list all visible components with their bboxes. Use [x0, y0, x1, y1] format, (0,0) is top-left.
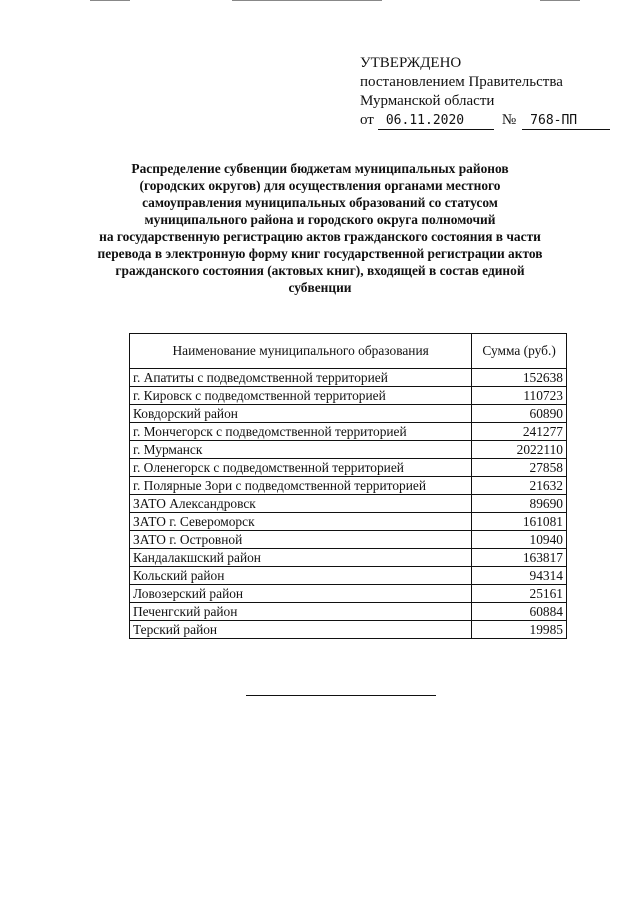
municipality-name: Терский район	[130, 621, 472, 639]
subvention-amount: 10940	[472, 531, 567, 549]
subvention-amount: 2022110	[472, 441, 567, 459]
table-row	[130, 585, 567, 603]
municipality-name: г. Мурманск	[130, 441, 472, 459]
subvention-amount: 110723	[472, 387, 567, 405]
approval-line-2: Мурманской области	[360, 93, 495, 109]
municipality-name: ЗАТО Александровск	[130, 495, 472, 513]
subvention-amount: 161081	[472, 513, 567, 531]
subvention-amount: 27858	[472, 459, 567, 477]
subvention-amount: 60890	[472, 405, 567, 423]
top-scan-rule	[90, 0, 130, 1]
subvention-amount: 60884	[472, 603, 567, 621]
column-header-amount: Сумма (руб.)	[472, 334, 567, 369]
table-row	[130, 549, 567, 567]
municipality-name: Кандалакшский район	[130, 549, 472, 567]
table-row	[130, 567, 567, 585]
title-line: муниципального района и городского округа полномочий	[144, 212, 496, 227]
municipality-name: г. Кировск с подведомственной территорией	[130, 387, 472, 405]
municipality-name: ЗАТО г. Североморск	[130, 513, 472, 531]
number-prefix: №	[501, 112, 517, 128]
municipality-name: ЗАТО г. Островной	[130, 531, 472, 549]
table-row	[130, 513, 567, 531]
table-row	[130, 405, 567, 423]
table-row	[130, 603, 567, 621]
subvention-amount: 19985	[472, 621, 567, 639]
municipality-name: Ковдорский район	[130, 405, 472, 423]
municipality-name: г. Оленегорск с подведомственной территорией	[130, 459, 472, 477]
title-line: (городских округов) для осуществления органами местного	[139, 178, 501, 193]
subvention-amount: 89690	[472, 495, 567, 513]
table-row	[130, 459, 567, 477]
table-row	[130, 369, 567, 387]
municipality-name: г. Апатиты с подведомственной территорией	[130, 369, 472, 387]
decree-date: 06.11.2020	[378, 113, 494, 130]
table-row	[130, 495, 567, 513]
title-line: перевода в электронную форму книг государственной регистрации актов	[97, 246, 543, 261]
allocation-table	[129, 333, 567, 639]
table-row	[130, 441, 567, 459]
title-line: самоуправления муниципальных образований со статусом	[142, 195, 498, 210]
closing-rule	[246, 695, 436, 696]
table-row	[130, 531, 567, 549]
title-line: субвенции	[288, 280, 352, 295]
municipality-name: Кольский район	[130, 567, 472, 585]
decree-number: 768-ПП	[522, 113, 610, 130]
subvention-amount: 21632	[472, 477, 567, 495]
subvention-amount: 152638	[472, 369, 567, 387]
approval-line-1: постановлением Правительства	[360, 74, 563, 90]
municipality-name: г. Полярные Зори с подведомственной территорией	[130, 477, 472, 495]
title-line: гражданского состояния (актовых книг), входящей в состав единой	[115, 263, 525, 278]
municipality-name: Ловозерский район	[130, 585, 472, 603]
table-row	[130, 477, 567, 495]
top-scan-rule	[540, 0, 580, 1]
table-row	[130, 387, 567, 405]
table-header-row	[130, 334, 567, 369]
date-prefix: от	[360, 112, 374, 128]
title-line: Распределение субвенции бюджетам муниципальных районов	[131, 161, 509, 176]
subvention-amount: 163817	[472, 549, 567, 567]
subvention-amount: 94314	[472, 567, 567, 585]
municipality-name: Печенгский район	[130, 603, 472, 621]
subvention-amount: 241277	[472, 423, 567, 441]
table-row	[130, 423, 567, 441]
subvention-amount: 25161	[472, 585, 567, 603]
column-header-name: Наименование муниципального образования	[130, 334, 472, 369]
approval-heading: УТВЕРЖДЕНО	[360, 55, 462, 71]
top-scan-rule	[232, 0, 382, 1]
table-row	[130, 621, 567, 639]
title-line: на государственную регистрацию актов гражданского состояния в части	[99, 229, 541, 244]
approval-date-line	[360, 111, 610, 130]
municipality-name: г. Мончегорск с подведомственной территорией	[130, 423, 472, 441]
document-title	[60, 160, 580, 296]
approval-block	[360, 54, 610, 130]
